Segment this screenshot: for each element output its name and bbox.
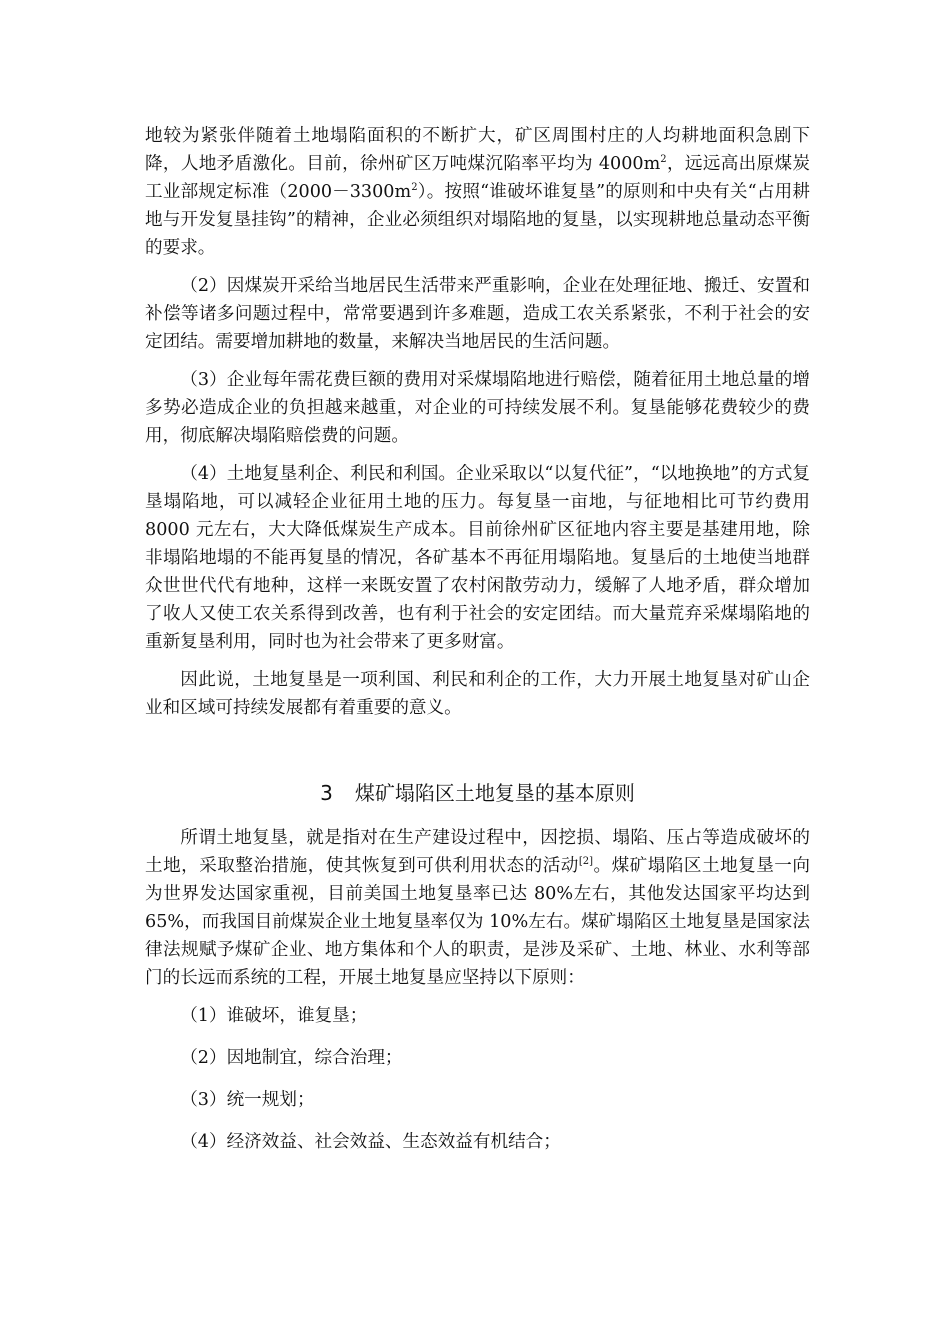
paragraph-text: 。煤矿塌陷区土地复垦一向为世界发达国家重视，目前美国土地复垦率已达 80%左右，其他发达国家平均达到 65%，而我国目前煤炭企业土地复垦率仅为 10%左右。煤矿塌陷区土地复垦是国家法律法规赋予煤矿企业、地方集体和个人的职责，是涉及采矿、土地、林业、水利等部门的长远而系统的工程，开展土地复垦应坚持以下原则：	[145, 856, 810, 988]
principles-list	[145, 1002, 810, 1156]
paragraph-item-4: （4）土地复垦利企、利民和利国。企业采取以“以复代征”，“以地换地”的方式复垦塌陷地，可以减轻企业征用土地的压力。每复垦一亩地，与征地相比可节约费用 8000 元左右，大大降低煤炭生产成本。目前徐州矿区征地内容主要是基建用地，除非塌陷地塌的不能再复垦的情况，各矿基本不再征用塌陷地。复垦后的土地使当地群众世世代代有地种，这样一来既安置了农村闲散劳动力，缓解了人地矛盾，群众增加了收人又使工农关系得到改善，也有利于社会的安定团结。而大量荒弃采煤塌陷地的重新复垦利用，同时也为社会带来了更多财富。	[145, 464, 810, 652]
paragraph-conclusion: 因此说，土地复垦是一项利国、利民和利企的工作，大力开展土地复垦对矿山企业和区域可持续发展都有着重要的意义。	[145, 670, 810, 718]
principle-item: （4）经济效益、社会效益、生态效益有机结合；	[180, 1132, 561, 1152]
section-heading	[145, 778, 810, 808]
paragraph-text: 所谓土地复垦，就是指对在生产建设过程中，因挖损、塌陷、压占等造成破坏的土地，采取整治措施，使其恢复到可供利用状态的活动	[145, 828, 810, 876]
paragraph-continued	[145, 122, 810, 262]
principle-item: （1）谁破坏，谁复垦；	[180, 1006, 368, 1026]
paragraph-item-3: （3）企业每年需花费巨额的费用对采煤塌陷地进行赔偿，随着征用土地总量的增多势必造成企业的负担越来越重，对企业的可持续发展不利。复垦能够花费较少的费用，彻底解决塌陷赔偿费的问题。	[145, 370, 810, 446]
citation-reference: [2]	[578, 856, 594, 868]
paragraph-definition	[145, 824, 810, 992]
section-title: 煤矿塌陷区土地复垦的基本原则	[354, 781, 635, 805]
document-body	[145, 122, 810, 1170]
paragraph-item-2: （2）因煤炭开采给当地居民生活带来严重影响，企业在处理征地、搬迁、安置和补偿等诸多问题过程中，常常要遇到许多难题，造成工农关系紧张，不利于社会的安定团结。需要增加耕地的数量，来解决当地居民的生活问题。	[145, 276, 810, 352]
principle-item: （3）统一规划；	[180, 1090, 315, 1110]
superscript: 2	[660, 154, 667, 166]
paragraph-text: ）。按照“谁破坏谁复垦”的原则和中央有关“占用耕地与开发复垦挂钩”的精神，企业必须组织对塌陷地的复垦，以实现耕地总量动态平衡的要求。	[145, 182, 811, 258]
section-number: 3	[320, 781, 333, 805]
principle-item: （2）因地制宜，综合治理；	[180, 1048, 403, 1068]
paragraph-text: 地较为紧张伴随着土地塌陷面积的不断扩大，矿区周围村庄的人均耕地面积急剧下降，人地矛盾激化。目前，徐州矿区万吨煤沉陷率平均为 4000m	[145, 126, 810, 174]
paragraph-text: ，远远高出原煤炭工业部规定标准（2000－3300m	[145, 154, 810, 202]
superscript: 2	[411, 182, 418, 194]
